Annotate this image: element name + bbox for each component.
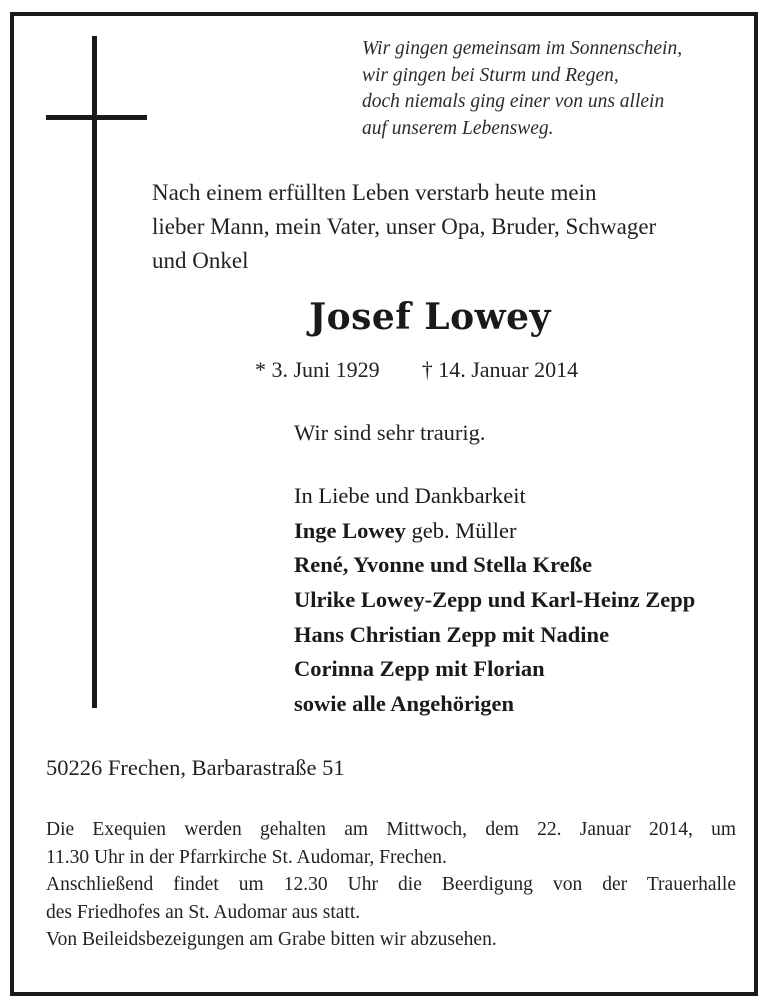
widow-name: Inge Lowey	[294, 517, 406, 543]
poem	[362, 36, 732, 142]
intro-line: Nach einem erfüllten Leben verstarb heute mein	[152, 180, 597, 205]
notice-line: Von Beileidsbezeigungen am Grabe bitten wir abzusehen.	[46, 929, 497, 950]
birth-date: * 3. Juni 1929	[255, 357, 380, 382]
intro-line: lieber Mann, mein Vater, unser Opa, Bruder, Schwager	[152, 214, 657, 239]
signers-intro: In Liebe und Dankbarkeit	[294, 483, 526, 508]
signer-name: Ulrike Lowey-Zepp und Karl-Heinz Zepp	[294, 587, 696, 613]
mourning-message: Wir sind sehr traurig.	[294, 420, 486, 445]
signer-name: René, Yvonne und Stella Kreße	[294, 552, 593, 578]
poem-line: auf unserem Lebensweg.	[362, 117, 554, 139]
poem-line: doch niemals ging einer von uns allein	[362, 91, 665, 112]
notice-line: 11.30 Uhr in der Pfarrkirche St. Audomar, Frechen.	[46, 846, 447, 868]
death-date: † 14. Januar 2014	[421, 357, 579, 382]
funeral-notice	[46, 816, 736, 954]
signer-name: Corinna Zepp mit Florian	[294, 656, 545, 682]
signer-widow	[294, 514, 744, 549]
intro-line: und Onkel	[152, 248, 249, 273]
intro-text	[152, 176, 742, 278]
deceased-name: Josef Lowey	[309, 296, 551, 338]
cross-horizontal-beam	[46, 115, 147, 120]
notice-line: Die Exequien werden gehalten am Mittwoch, dem 22. Januar 2014, um	[46, 819, 736, 840]
notice-line: des Friedhofes an St. Audomar aus statt.	[46, 901, 361, 923]
cross-vertical-beam	[92, 36, 97, 708]
poem-line: wir gingen bei Sturm und Regen,	[362, 64, 619, 86]
life-dates	[255, 355, 578, 385]
poem-line: Wir gingen gemeinsam im Sonnenschein,	[362, 38, 683, 59]
widow-maiden-name: geb. Müller	[411, 517, 517, 543]
signer-name: Hans Christian Zepp mit Nadine	[294, 621, 610, 647]
notice-line: Anschließend findet um 12.30 Uhr die Beerdigung von der Trauerhalle	[46, 874, 736, 895]
family-address: 50226 Frechen, Barbarastraße 51	[46, 755, 345, 780]
signer-name: sowie alle Angehörigen	[294, 691, 514, 717]
signers-list	[294, 479, 744, 722]
